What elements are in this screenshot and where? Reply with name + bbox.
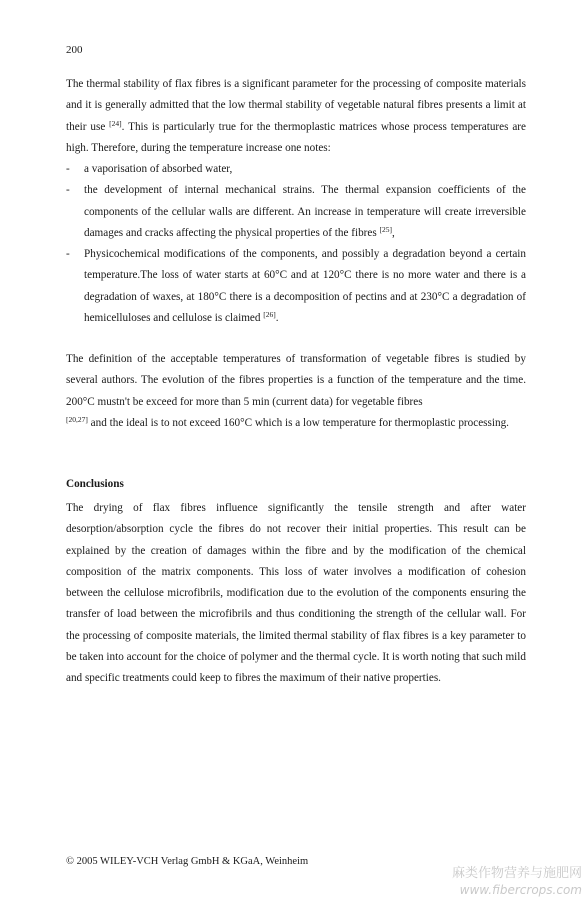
citation-ref: [26]	[263, 310, 276, 320]
citation-ref: [25]	[379, 224, 393, 234]
list-item-text: the development of internal mechanical strains. The thermal expansion coefficients of the components of the cellular walls are different. An increase in temperature will create irreversible damages and cracks affecting the physical properties of the fibres	[84, 184, 526, 239]
list-item-punct: ,	[392, 226, 395, 239]
conclusions-heading: Conclusions	[66, 478, 124, 490]
paragraph-text: and the ideal is to not exceed 160°C which is a low temperature for thermoplastic processing.	[87, 416, 509, 429]
list-dash: -	[66, 184, 70, 197]
list-item-text: a vaporisation of absorbed water,	[84, 163, 233, 175]
paragraph-text: The thermal stability of flax fibres is a significant parameter for the processing of composite materials and it is generally admitted that the low thermal stability of vegetable natural fibres presents a limit at their use	[66, 78, 526, 133]
paragraph-text: The definition of the acceptable temperatures of transformation of vegetable fibres is studied by several authors. The evolution of the fibres properties is a function of the temperature and the time. 200°C mustn't be exceed for more than 5 min (current data) for vegetable fibres	[66, 353, 526, 408]
citation-ref: [20,27]	[66, 414, 88, 424]
paragraph-acceptable-temperatures	[66, 349, 526, 434]
list-item-text: Physicochemical modifications of the components, and possibly a degradation beyond a certain temperature.The loss of water starts at 60°C and at 120°C there is no more water and there is a degradation of waxes, at 180°C there is a decomposition of pectins and at 230°C a degradation of hemicelluloses and cellulose is claimed	[84, 248, 526, 325]
copyright-footer: © 2005 WILEY-VCH Verlag GmbH & KGaA, Weinheim	[66, 856, 309, 867]
list-item	[66, 159, 526, 180]
list-dash: -	[66, 163, 70, 175]
list-item	[66, 180, 526, 244]
paragraph-thermal-stability	[66, 74, 526, 159]
effects-list	[66, 159, 526, 329]
page-number: 200	[66, 44, 83, 56]
citation-ref: [24]	[109, 118, 122, 128]
list-dash: -	[66, 248, 70, 261]
list-item-punct: .	[275, 312, 279, 325]
watermark-chinese: 麻类作物营养与施肥网	[451, 866, 582, 881]
paragraph-text: . This is particularly true for the thermoplastic matrices whose process temperatures are high. Therefore, during the temperature increase one notes:	[66, 120, 527, 154]
watermark-url: www.fibercrops.com	[459, 883, 582, 897]
conclusions-paragraph: The drying of flax fibres influence significantly the tensile strength and after water desorption/absorption cycle the fibres do not recover their initial properties. This result can be explained by the creation of damages within the fibre and by the modification of the chemical composition of the matrix components. This loss of water involves a modification of cohesion between the cellulose microfibrils, modification due to the evolution of the components ensuring the transfer of load between the microfibrils and thus conditioning the strength of the cellular wall. For the processing of composite materials, the limited thermal stability of flax fibres is a key parameter to be taken into account for the choice of polymer and the thermal cycle. It is worth noting that such mild and specific treatments could keep to fibres the maximum of their native properties.	[66, 502, 526, 685]
site-watermark	[452, 866, 582, 898]
list-item	[66, 244, 526, 329]
